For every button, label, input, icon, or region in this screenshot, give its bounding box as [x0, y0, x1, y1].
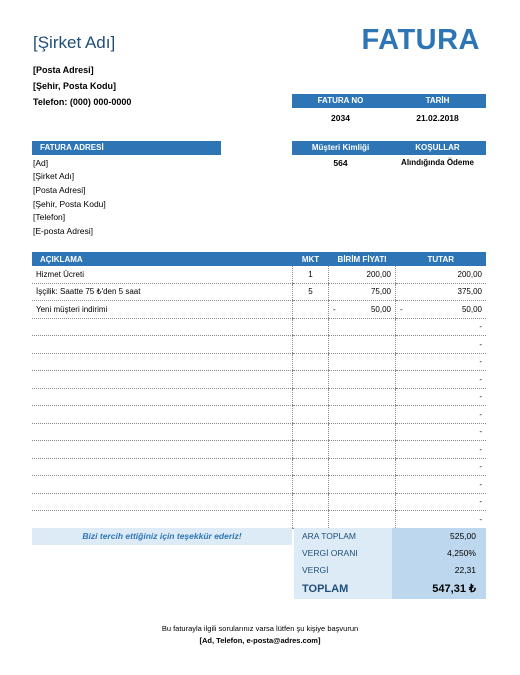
item-total: [396, 318, 487, 336]
table-row: [32, 266, 486, 283]
item-qty: [293, 511, 329, 529]
thank-you-note: Bizi tercih ettiğiniz için teşekkür ederiz!: [32, 528, 292, 545]
subtotal-value: 525,00: [392, 528, 486, 545]
item-unit-price: [329, 301, 396, 319]
customer-id-label: Müşteri Kimliği: [311, 143, 370, 152]
table-row: [32, 336, 486, 354]
total-amount: -: [479, 444, 482, 454]
company-name: [Şirket Adı]: [33, 33, 116, 52]
item-qty: [293, 371, 329, 389]
item-unit-price: [329, 353, 396, 371]
item-qty: 5: [293, 283, 329, 301]
company-street: [Posta Adresi]: [33, 65, 94, 75]
col-total: TUTAR: [396, 252, 487, 266]
invoice-no-label: FATURA NO: [317, 96, 364, 105]
item-total: [396, 301, 487, 319]
table-row: [32, 371, 486, 389]
item-description: [32, 511, 293, 529]
item-unit-price: [329, 406, 396, 424]
item-total: [396, 353, 487, 371]
item-description: İşçilik: Saatte 75 ₺'den 5 saat: [32, 283, 293, 301]
item-unit-price: [329, 371, 396, 389]
item-qty: [293, 476, 329, 494]
item-unit-price: [329, 493, 396, 511]
terms-value: Alındığında Ödeme: [401, 158, 474, 167]
item-unit-price: [329, 266, 396, 283]
total-amount: -: [479, 374, 482, 384]
total-sign: -: [400, 304, 403, 314]
item-description: [32, 458, 293, 476]
item-unit-price: [329, 423, 396, 441]
date-label: TARİH: [425, 96, 450, 105]
item-description: [32, 318, 293, 336]
item-unit-price: [329, 476, 396, 494]
table-row: [32, 283, 486, 301]
item-qty: [293, 353, 329, 371]
item-total: [396, 458, 487, 476]
tax-value: 22,31: [392, 562, 486, 579]
total-amount: -: [479, 322, 482, 332]
item-description: [32, 336, 293, 354]
table-row: [32, 476, 486, 494]
total-amount: -: [479, 409, 482, 419]
billing-line: [Posta Adresi]: [33, 185, 86, 195]
price-amount: 50,00: [370, 304, 391, 314]
item-unit-price: [329, 511, 396, 529]
invoice-title: FATURA: [361, 24, 480, 56]
line-items-table: [32, 252, 486, 529]
tax-rate-label: VERGİ ORANI: [294, 545, 392, 562]
item-description: Hizmet Ücreti: [32, 266, 293, 283]
item-description: [32, 476, 293, 494]
total-amount: -: [479, 427, 482, 437]
item-qty: [293, 423, 329, 441]
invoice-date: 21.02.2018: [416, 113, 459, 123]
item-total: [396, 406, 487, 424]
total-amount: -: [479, 357, 482, 367]
table-row: [32, 318, 486, 336]
item-qty: [293, 493, 329, 511]
billing-line: [E-posta Adresi]: [33, 226, 94, 236]
total-amount: 50,00: [461, 304, 482, 314]
table-row: [32, 353, 486, 371]
company-phone: Telefon: (000) 000-0000: [33, 97, 132, 107]
table-row: [32, 493, 486, 511]
col-qty: MKT: [293, 252, 329, 266]
billing-header: [32, 141, 221, 155]
item-total: [396, 283, 487, 301]
billing-line: [Şehir, Posta Kodu]: [33, 199, 106, 209]
item-total: [396, 511, 487, 529]
item-description: [32, 493, 293, 511]
billing-line: [Şirket Adı]: [33, 171, 75, 181]
item-total: [396, 266, 487, 283]
item-total: [396, 441, 487, 459]
invoice-meta-header: [292, 94, 486, 108]
table-row: [32, 406, 486, 424]
subtotal-label: ARA TOPLAM: [294, 528, 392, 545]
table-row: [32, 458, 486, 476]
item-unit-price: [329, 318, 396, 336]
terms-label: KOŞULLAR: [415, 143, 460, 152]
total-amount: -: [479, 497, 482, 507]
total-amount: -: [479, 479, 482, 489]
item-total: [396, 388, 487, 406]
billing-header-label: FATURA ADRESİ: [40, 143, 104, 152]
item-total: [396, 476, 487, 494]
item-unit-price: [329, 441, 396, 459]
table-row: [32, 301, 486, 319]
item-total: [396, 493, 487, 511]
item-description: [32, 423, 293, 441]
billing-line: [Telefon]: [33, 212, 66, 222]
item-description: [32, 441, 293, 459]
item-total: [396, 371, 487, 389]
item-qty: [293, 458, 329, 476]
customer-id: 564: [333, 158, 348, 168]
table-row: [32, 511, 486, 529]
total-label: TOPLAM: [294, 579, 392, 599]
item-description: [32, 371, 293, 389]
price-sign: -: [333, 304, 336, 314]
total-amount: 375,00: [457, 287, 482, 297]
item-qty: [293, 336, 329, 354]
col-description: AÇIKLAMA: [32, 252, 293, 266]
item-description: Yeni müşteri indirimi: [32, 301, 293, 319]
item-unit-price: [329, 388, 396, 406]
item-description: [32, 353, 293, 371]
item-description: [32, 406, 293, 424]
company-city: [Şehir, Posta Kodu]: [33, 81, 117, 91]
tax-rate-value: 4,250%: [392, 545, 486, 562]
item-unit-price: [329, 458, 396, 476]
tax-label: VERGİ: [294, 562, 392, 579]
item-unit-price: [329, 336, 396, 354]
item-qty: [293, 441, 329, 459]
table-row: [32, 423, 486, 441]
item-total: [396, 336, 487, 354]
item-qty: [293, 406, 329, 424]
item-description: [32, 388, 293, 406]
table-row: [32, 441, 486, 459]
item-qty: [293, 318, 329, 336]
item-total: [396, 423, 487, 441]
col-unit-price: BİRİM FİYATI: [329, 252, 396, 266]
item-qty: [293, 301, 329, 319]
billing-line: [Ad]: [33, 158, 49, 168]
total-amount: -: [479, 462, 482, 472]
footer-contact-info: [Ad, Telefon, e-posta@adres.com]: [199, 636, 321, 645]
price-amount: 75,00: [370, 287, 391, 297]
item-qty: [293, 388, 329, 406]
total-amount: -: [479, 339, 482, 349]
price-amount: 200,00: [366, 269, 391, 279]
table-row: [32, 388, 486, 406]
item-unit-price: [329, 283, 396, 301]
table-header-row: [32, 252, 486, 266]
customer-meta-header: [292, 141, 486, 155]
total-amount: -: [479, 392, 482, 402]
item-qty: 1: [293, 266, 329, 283]
total-amount: -: [479, 514, 482, 524]
invoice-no: 2034: [331, 113, 350, 123]
total-amount: 200,00: [457, 269, 482, 279]
footer-contact-note: Bu faturayla ilgili sorularınız varsa lütfen şu kişiye başvurun: [161, 624, 359, 633]
total-value: 547,31 ₺: [392, 579, 486, 599]
